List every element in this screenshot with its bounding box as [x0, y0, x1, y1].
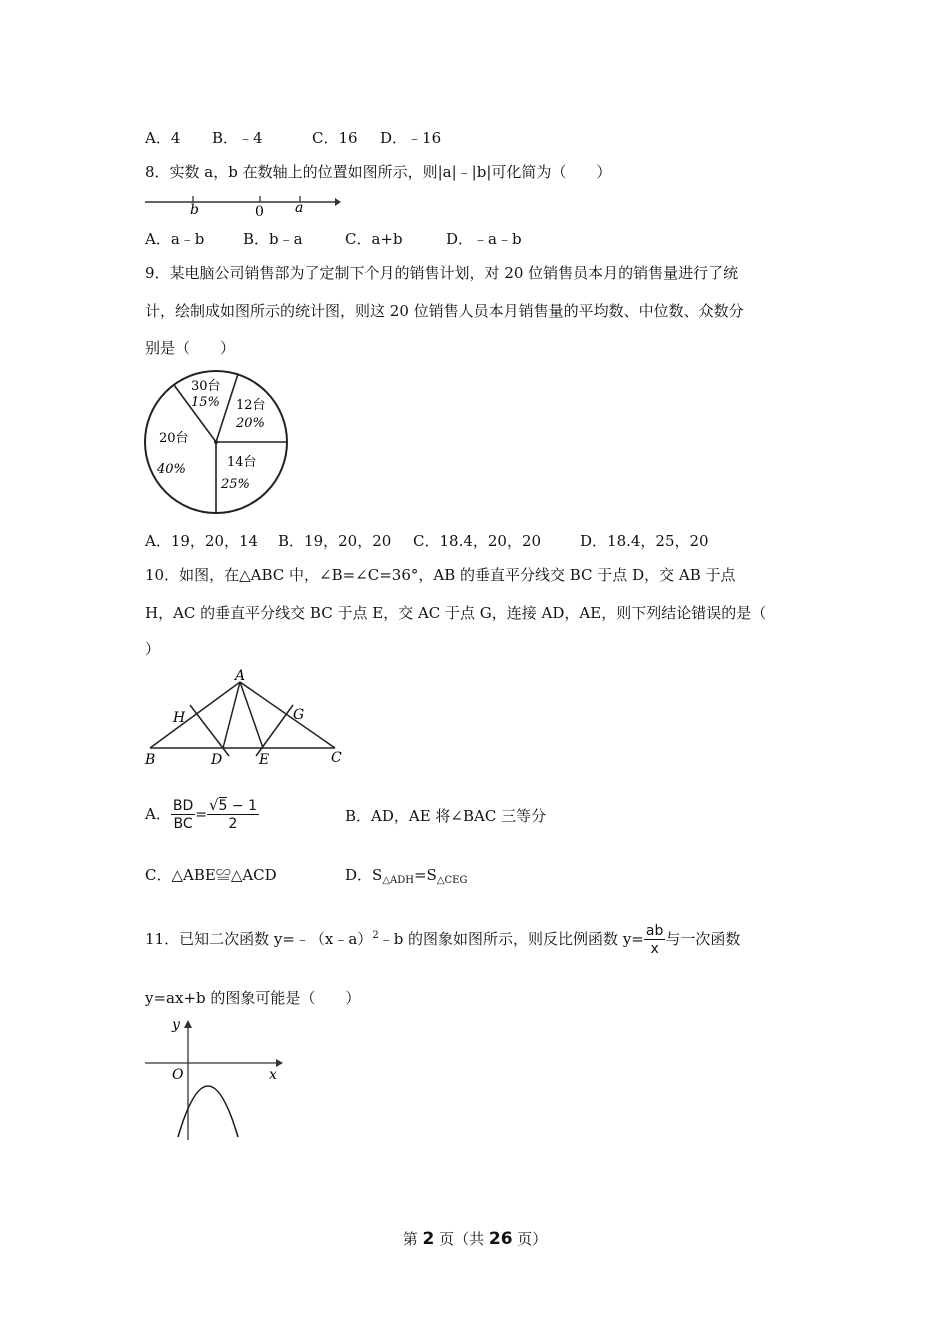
q7-option-c: C．16	[312, 129, 358, 147]
slice-pct-40: 40%	[157, 462, 186, 477]
q7-option-d: D．﹣16	[380, 129, 442, 147]
q10-option-c: C．△ABE≌△ACD	[145, 866, 277, 884]
q10-line-2: H，AC 的垂直平分线交 BC 于点 E，交 AC 于点 G，连接 AD，AE，则下列结论错误的是（	[145, 604, 767, 622]
point-label-g: G	[293, 707, 305, 723]
point-label-b: B	[145, 752, 156, 768]
page-total: 26	[488, 1229, 513, 1249]
q9-line-3: 别是（ ）	[145, 339, 236, 357]
q9-line-1: 9．某电脑公司销售部为了定制下个月的销售计划，对 20 位销售员本月的销售量进行了统	[145, 264, 739, 282]
q8-option-d: D．﹣a﹣b	[446, 230, 522, 248]
q11-line-2: y=ax+b 的图象可能是（ ）	[145, 989, 361, 1007]
slice-pct-25: 25%	[221, 477, 250, 492]
number-line-figure	[143, 192, 343, 222]
page-number: 2	[422, 1229, 435, 1249]
q10-option-d: D．$S_{\triangle ADH}=S_{\triangle CEG}$	[345, 866, 468, 886]
slice-label-20: 20台	[159, 431, 189, 446]
q8-option-b: B．b﹣a	[243, 230, 303, 248]
side-ac	[240, 682, 335, 748]
q10-option-b: B．AD，AE 将∠BAC 三等分	[345, 807, 547, 825]
pie-chart	[140, 366, 295, 521]
y-arrow-icon	[184, 1020, 192, 1028]
q8-option-a: A．a﹣b	[145, 230, 205, 248]
q7-option-a: A．4	[145, 129, 181, 147]
q10-option-a: A． $\frac{BD}{BC}$ = $\frac{√5 - 1}{2}$	[145, 796, 257, 832]
triangle-figure	[143, 668, 353, 772]
point-label-h: H	[173, 710, 186, 726]
origin-label: O	[172, 1067, 184, 1083]
fraction-sqrt5-minus1-over-2: $\frac{√5 - 1}{2}$	[208, 796, 257, 832]
x-arrow-icon	[276, 1059, 283, 1067]
slice-label-14: 14台	[227, 455, 257, 470]
side-ab	[150, 682, 240, 748]
fraction-bd-bc: $\frac{BD}{BC}$	[172, 797, 194, 832]
q9-option-c: C．18.4，20，20	[413, 532, 542, 550]
axis-label-y: y	[172, 1017, 180, 1033]
q9-option-d: D．18.4，25，20	[580, 532, 709, 550]
point-label-e: E	[259, 752, 270, 768]
point-label-d: D	[211, 752, 223, 768]
q9-line-2: 计，绘制成如图所示的统计图，则这 20 位销售人员本月销售量的平均数、中位数、众数分	[145, 302, 744, 320]
segment-ae	[240, 682, 263, 748]
label-zero: 0	[255, 204, 264, 220]
slice-pct-15: 15%	[191, 395, 220, 410]
slice-label-12: 12台	[236, 398, 266, 413]
slice-pct-20: 20%	[236, 416, 265, 431]
arrow-right-icon	[335, 198, 341, 206]
fraction-ab-over-x: $\frac{ab}{x}$	[645, 922, 664, 957]
parabola-graph	[143, 1015, 288, 1143]
q9-option-a: A．19，20，14	[145, 532, 259, 550]
parabola-curve	[178, 1086, 238, 1137]
point-label-c: C	[331, 750, 342, 766]
label-b: b	[190, 202, 199, 218]
q9-option-b: B．19，20，20	[278, 532, 392, 550]
q10-line-3: ）	[145, 640, 161, 658]
page-footer: 第 2 页（共 26 页）	[402, 1229, 548, 1249]
label-a: a	[295, 200, 304, 216]
q8-option-c: C．a+b	[345, 230, 403, 248]
q10-line-1: 10．如图，在△ABC 中，∠B=∠C=36°，AB 的垂直平分线交 BC 于点 D，交 AB 于点	[145, 566, 736, 584]
axis-label-x: x	[269, 1067, 277, 1083]
slice-label-30: 30台	[191, 379, 221, 394]
q11-stem: 11．已知二次函数 y=﹣（x﹣a）$^2$﹣b 的图象如图所示，则反比例函数 y= $\frac{ab}{x}$ 与一次函数	[145, 922, 741, 957]
point-label-a: A	[235, 668, 246, 684]
q7-option-b: B．﹣4	[212, 129, 263, 147]
q8-stem: 8．实数 a，b 在数轴上的位置如图所示，则|a|﹣|b|可化简为（ ）	[145, 163, 612, 181]
